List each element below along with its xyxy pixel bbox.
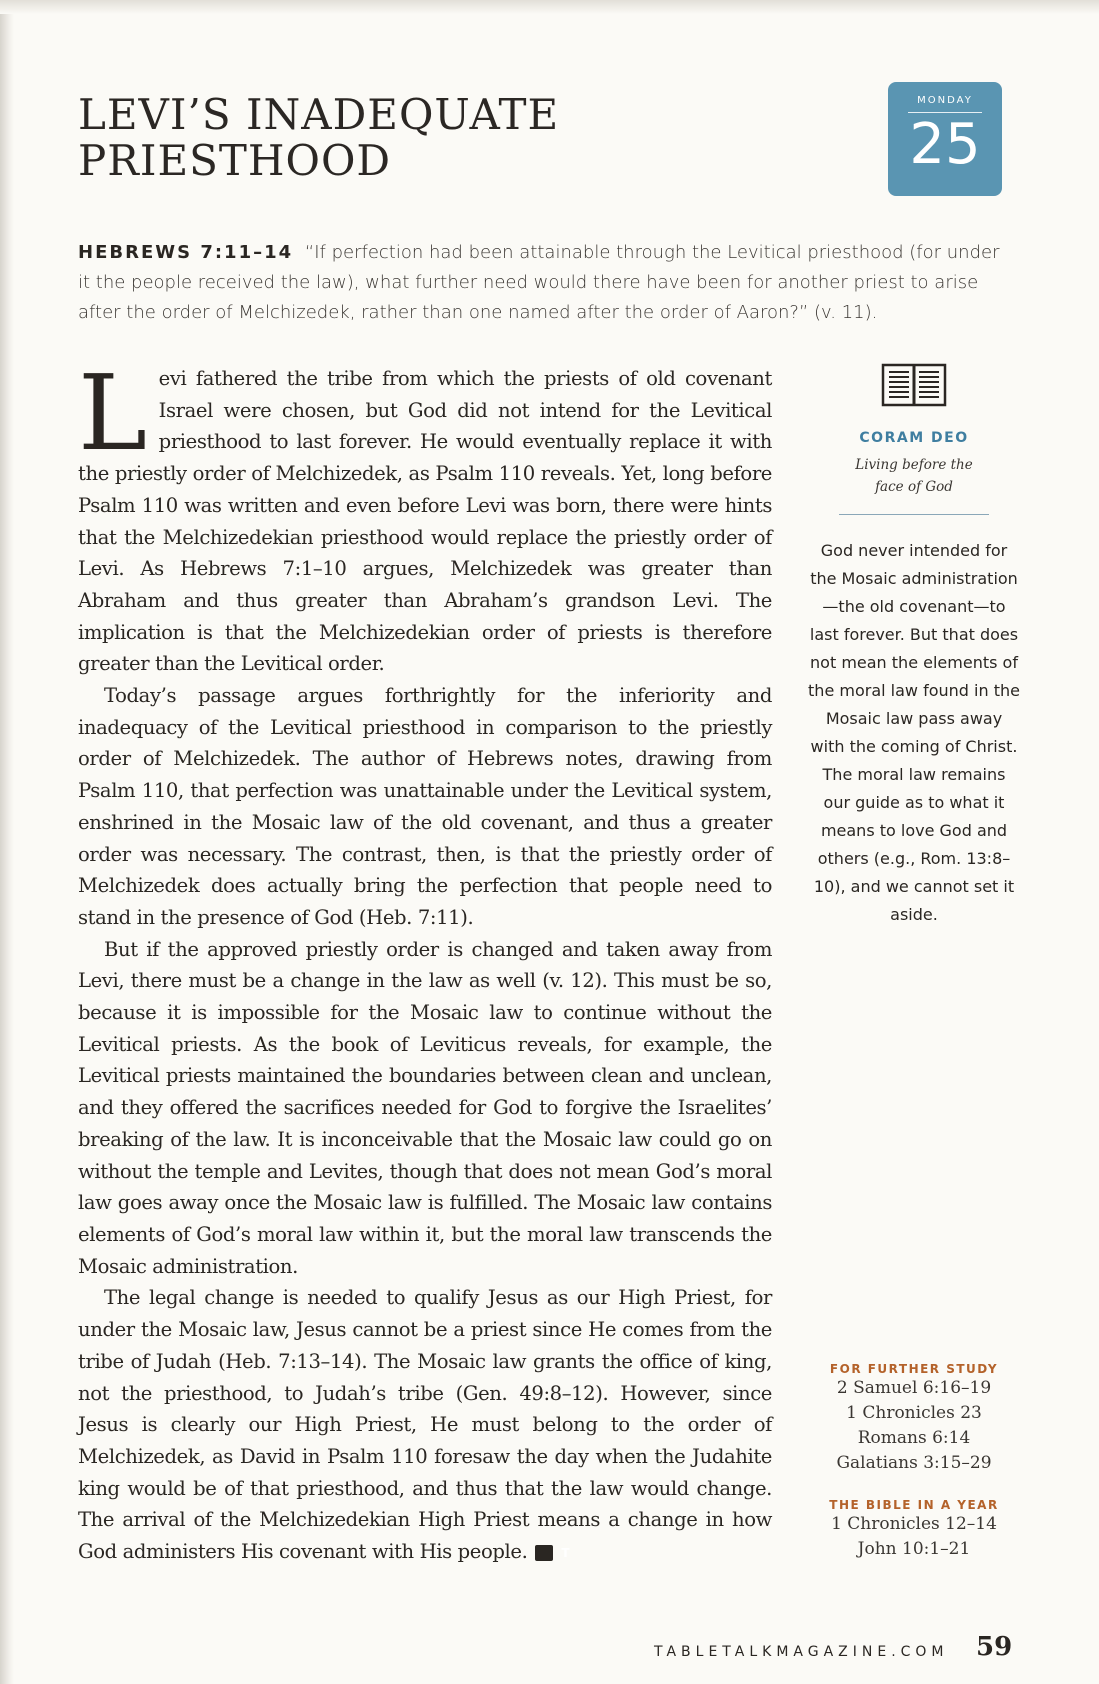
body-paragraph-4 — [78, 1282, 772, 1567]
coram-deo-subheading-line-1: Living before the — [855, 457, 973, 473]
scripture-text: “If perfection had been attainable through the Levitical priesthood (for under it the people received the law), what further need would there have been for another priest to arise after the order of Melchizedek, rather than one named after the order of Aaron?” (v. 11). — [78, 242, 1000, 323]
footer-url: TABLETALKMAGAZINE.COM — [654, 1644, 949, 1660]
bible-in-a-year-item: John 10:1–21 — [857, 1539, 971, 1559]
page-title — [78, 92, 778, 184]
coram-deo-divider — [839, 514, 989, 515]
body-paragraph-4-text: The legal change is needed to qualify Jesus as our High Priest, for under the Mosaic law, Jesus cannot be a priest since He comes from the tribe of Judah (Heb. 7:13–14). The Mosaic law grants the office of king, not the priesthood, to Judah’s tribe (Gen. 49:8–12). However, since Jesus is clearly our High Priest, He must belong to the order of Melchizedek, as David in Psalm 110 foresaw the day when the Judahite king would be of that priesthood, and thus that the law would change. The arrival of the Melchizedekian High Priest means a change in how God administers His covenant with His people. — [78, 1286, 772, 1564]
body-paragraph-2: Today’s passage argues forthrightly for the inferiority and inadequacy of the Levitical priesthood in comparison to the priestly order of Melchizedek. The author of Hebrews notes, drawing from Psalm 110, that perfection was unattainable under the Levitical system, enshrined in the Mosaic law of the old covenant, and thus a greater order was necessary. The contrast, then, is that the priestly order of Melchizedek does actually bring the perfection that people need to stand in the presence of God (Heb. 7:11). — [78, 684, 772, 929]
bible-in-a-year-heading: THE BIBLE IN A YEAR — [829, 1498, 999, 1512]
further-study-item: Romans 6:14 — [857, 1428, 971, 1448]
date-badge-number: 25 — [909, 112, 981, 177]
title-line-1: LEVI’S INADEQUATE — [78, 90, 560, 139]
date-badge-day: MONDAY — [917, 95, 973, 106]
page-number: 59 — [976, 1632, 1013, 1662]
further-study-list — [808, 1376, 1020, 1476]
study-section — [808, 1362, 1020, 1562]
scripture-reference: HEBREWS 7:11–14 — [78, 242, 294, 263]
page-top-shadow — [0, 0, 1099, 14]
coram-deo-sidebar — [808, 362, 1020, 929]
coram-deo-text: God never intended for the Mosaic administration—the old covenant—to last forever. But that does not mean the elements of the moral law found in the Mosaic law pass away with the coming of Christ. The moral law remains our guide as to what it means to love God and others (e.g., Rom. 13:8–10), and we cannot set it aside. — [808, 541, 1020, 924]
date-badge — [888, 82, 1002, 196]
scripture-passage — [78, 238, 1006, 328]
body-paragraph-3: But if the approved priestly order is changed and taken away from Levi, there must be a change in the law as well (v. 12). This must be so, because it is impossible for the Mosaic law to continue without the Levitical priests. As the book of Leviticus reveals, for example, the Levitical priests maintained the boundaries between clean and unclean, and they offered the sacrifices needed for God to forgive the Israelites’ breaking of the law. It is inconceivable that the Mosaic law could go on without the temple and Levites, though that does not mean God’s moral law goes away once the Mosaic law is fulfilled. The Mosaic law contains elements of God’s moral law within it, but the moral law transcends the Mosaic administration. — [78, 937, 772, 1278]
coram-deo-subheading-line-2: face of God — [875, 479, 953, 495]
page-edge-shadow — [0, 0, 14, 1684]
further-study-item: Galatians 3:15–29 — [836, 1453, 992, 1473]
further-study-heading: FOR FURTHER STUDY — [829, 1362, 999, 1376]
title-line-2: PRIESTHOOD — [78, 136, 392, 185]
tabletalk-end-mark-icon: T — [535, 1545, 553, 1561]
body-paragraph-1 — [78, 352, 772, 680]
article-body — [78, 352, 772, 1568]
bible-in-a-year-item: 1 Chronicles 12–14 — [831, 1514, 997, 1534]
further-study-item: 2 Samuel 6:16–19 — [836, 1378, 992, 1398]
coram-deo-subheading — [808, 454, 1020, 498]
bible-in-a-year-list — [808, 1512, 1020, 1562]
further-study-item: 1 Chronicles 23 — [846, 1403, 982, 1423]
coram-deo-heading: CORAM DEO — [859, 430, 969, 446]
open-book-icon — [881, 362, 947, 408]
drop-cap: L — [78, 352, 147, 474]
body-paragraph-1-text: evi fathered the tribe from which the priests of old covenant Israel were chosen, but God did not intend for the Levitical priesthood to last forever. He would eventually replace it with the priestly order of Melchizedek, as Psalm 110 reveals. Yet, long before Psalm 110 was written and even before Levi was born, there were hints that the Melchizedekian priesthood would replace the priestly order of Levi. As Hebrews 7:1–10 argues, Melchizedek was greater than Abraham and thus greater than Abraham’s grandson Levi. The implication is that the Melchizedekian order of priests is therefore greater than the Levitical order. — [78, 367, 772, 676]
